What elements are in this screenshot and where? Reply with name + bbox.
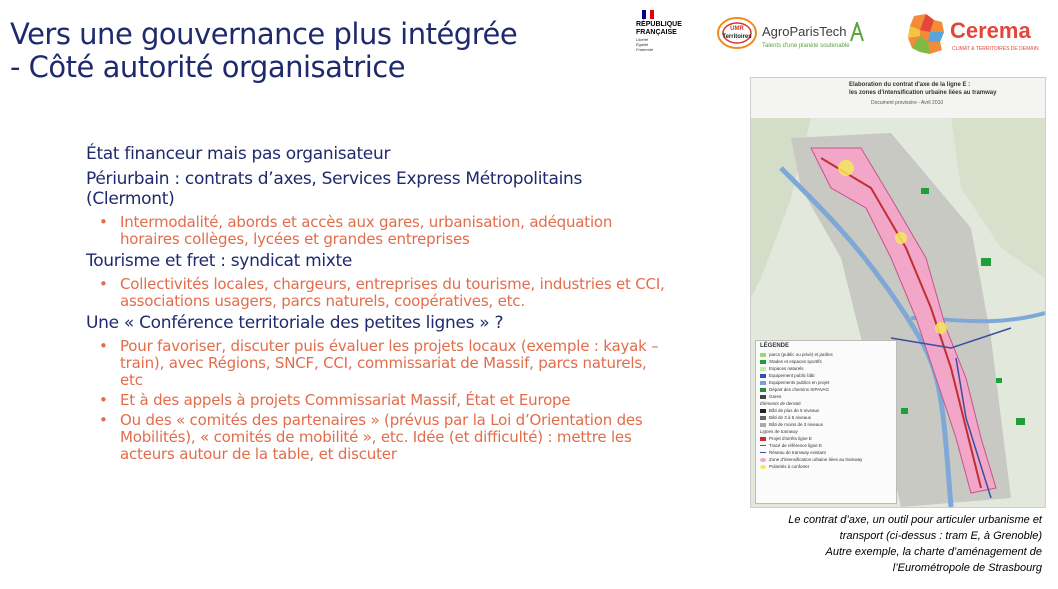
legend-swatch — [760, 409, 766, 413]
legend-swatch — [760, 381, 766, 385]
legend-row — [760, 372, 892, 379]
item-1: État financeur mais pas organisateur — [86, 144, 391, 164]
legend-row — [760, 351, 892, 358]
legend-row — [760, 386, 892, 393]
map-title-3: Document provisoire - Avril 2010 — [871, 100, 944, 106]
legend-label: Polarités à conforter — [769, 464, 810, 469]
legend-swatch — [760, 374, 766, 378]
legend-title: LÉGENDE — [760, 343, 790, 349]
legend-label: Zone d'intensification urbaine liées au tramway — [769, 457, 863, 462]
title-line-1: Vers une gouvernance plus intégrée — [10, 17, 518, 51]
map-legend — [755, 340, 897, 504]
legend-swatch — [760, 423, 766, 427]
umr-logo-graphic — [716, 16, 758, 50]
slide-content — [86, 144, 666, 466]
legend-label: Projet d'arrêts ligne E — [769, 436, 812, 441]
item-3-sub-1 — [86, 276, 666, 310]
item-4-sub-3-text: Ou des « comités des partenaires » (prévus par la Loi d’Orientation des Mobilités), « comités de mobilité », etc. Idée (et difficulté) : mettre les acteurs autour de la table, et discuter — [120, 411, 643, 463]
cerema-tagline: CLIMAT & TERRITOIRES DE DEMAIN — [952, 46, 1039, 52]
legend-swatch — [760, 360, 766, 364]
item-4: Une « Conférence territoriale des petites lignes » ? — [86, 313, 504, 333]
agroparistech-tagline: Talents d'une planète soutenable — [762, 43, 850, 49]
legend-swatch — [760, 437, 766, 441]
caption-line-3: Autre exemple, la charte d’aménagement de — [825, 546, 1042, 558]
legend-swatch — [760, 367, 766, 371]
item-3-sub-1-text: Collectivités locales, chargeurs, entreprises du tourisme, industries et CCI, associations usagers, parcs naturels, coopératives, etc. — [120, 275, 665, 310]
bullet: • — [99, 337, 108, 355]
agroparistech-name: AgroParisTech — [762, 24, 847, 39]
rf-line-2: FRANÇAISE — [636, 29, 677, 36]
item-4-sub-1 — [86, 338, 666, 389]
legend-row — [760, 442, 892, 449]
legend-row — [760, 358, 892, 365]
legend-swatch — [760, 452, 766, 453]
legend-row — [760, 414, 892, 421]
caption-line-4: l’Eurométropole de Strasbourg — [892, 562, 1042, 574]
map-header — [751, 78, 1045, 118]
rf-motto-1: Liberté — [636, 37, 649, 42]
legend-row — [760, 421, 892, 428]
legend-swatch — [760, 445, 766, 446]
legend-row — [760, 449, 892, 456]
bullet: • — [99, 275, 108, 293]
bullet: • — [99, 391, 108, 409]
legend-subtitle: Éléments de densité — [760, 401, 801, 406]
agroparistech-a-icon — [850, 22, 864, 42]
map-title-1: Elaboration du contrat d'axe de la ligne E : — [849, 82, 971, 88]
caption-line-2: transport (ci-dessus : tram E, à Grenoble) — [839, 530, 1042, 542]
umr-line-2: Territoires — [722, 34, 752, 40]
rf-motto — [636, 37, 696, 52]
item-2-sub-1-text: Intermodalité, abords et accès aux gares, urbanisation, adéquation horaires collèges, lycées et grandes entreprises — [120, 213, 613, 248]
legend-label: Bâti de plus de 5 niveaux — [769, 408, 820, 413]
item-4-sub-1-text: Pour favoriser, discuter puis évaluer les projets locaux (exemple : kayak –train), avec Régions, SNCF, CCI, commissariat de Massif, parcs naturels, etc — [120, 337, 659, 389]
slide-title — [10, 18, 570, 84]
bullet: • — [99, 411, 108, 429]
title-line-2: - Côté autorité organisatrice — [10, 50, 406, 84]
legend-label: Bâti de 3 à 5 niveaux — [769, 415, 812, 420]
legend-label: Tracé de référence ligne E — [769, 443, 822, 448]
rf-motto-2: Égalité — [636, 42, 649, 47]
rf-text — [636, 21, 696, 37]
legend-label: Stades et espaces sportifs — [769, 359, 822, 364]
tram-e-map — [750, 77, 1046, 508]
legend-swatch — [760, 353, 766, 357]
legend-label: Réseau de tramway existant — [769, 450, 826, 455]
map-title-2: les zones d'intensification urbaine liées au tramway — [849, 90, 997, 96]
bullet: • — [99, 213, 108, 231]
legend-row — [760, 365, 892, 372]
republique-francaise-logo — [636, 10, 696, 62]
cerema-logo — [904, 12, 1050, 58]
legend-label: parcs (public ou privé) et jardins — [769, 352, 833, 357]
umr-line-1: UMR — [730, 26, 744, 32]
rf-line-1: RÉPUBLIQUE — [636, 21, 682, 28]
caption-line-1: Le contrat d’axe, un outil pour articuler urbanisme et — [788, 514, 1042, 526]
legend-row — [760, 379, 892, 386]
agroparistech-logo — [762, 22, 886, 54]
legend-swatch — [760, 465, 766, 469]
umr-territoires-logo — [716, 16, 758, 50]
legend-label: Equipement public bâti — [769, 373, 815, 378]
item-4-sub-2-text: Et à des appels à projets Commissariat Massif, État et Europe — [120, 391, 571, 409]
legend-swatch — [760, 416, 766, 420]
legend-swatch — [760, 458, 766, 462]
legend-label: Bâti de moins de 3 niveaux — [769, 422, 824, 427]
legend-row — [760, 407, 892, 414]
cerema-map-icon — [904, 12, 948, 56]
item-4-sub-2 — [86, 392, 666, 409]
legend-label: Gares — [769, 394, 782, 399]
rf-motto-3: Fraternité — [636, 47, 654, 52]
legend-label: Equipements publics en projet — [769, 380, 830, 385]
item-4-sub-3 — [86, 412, 666, 463]
legend-swatch — [760, 388, 766, 392]
item-2-sub-1 — [86, 214, 666, 248]
item-3: Tourisme et fret : syndicat mixte — [86, 251, 353, 271]
legend-label: Départ des chemins SIPAVAG — [769, 387, 830, 392]
legend-subtitle: Lignes de tramway — [760, 429, 798, 434]
legend-swatch — [760, 395, 766, 399]
map-caption — [712, 512, 1042, 576]
french-flag-icon — [642, 10, 654, 19]
legend-row — [760, 393, 892, 400]
legend-row — [760, 435, 892, 442]
legend-label: Espaces naturels — [769, 366, 804, 371]
legend-row — [760, 463, 892, 470]
legend-row — [760, 456, 892, 463]
cerema-name: Cerema — [950, 18, 1031, 43]
item-2: Périurbain : contrats d’axes, Services Express Métropolitains (Clermont) — [86, 169, 583, 209]
